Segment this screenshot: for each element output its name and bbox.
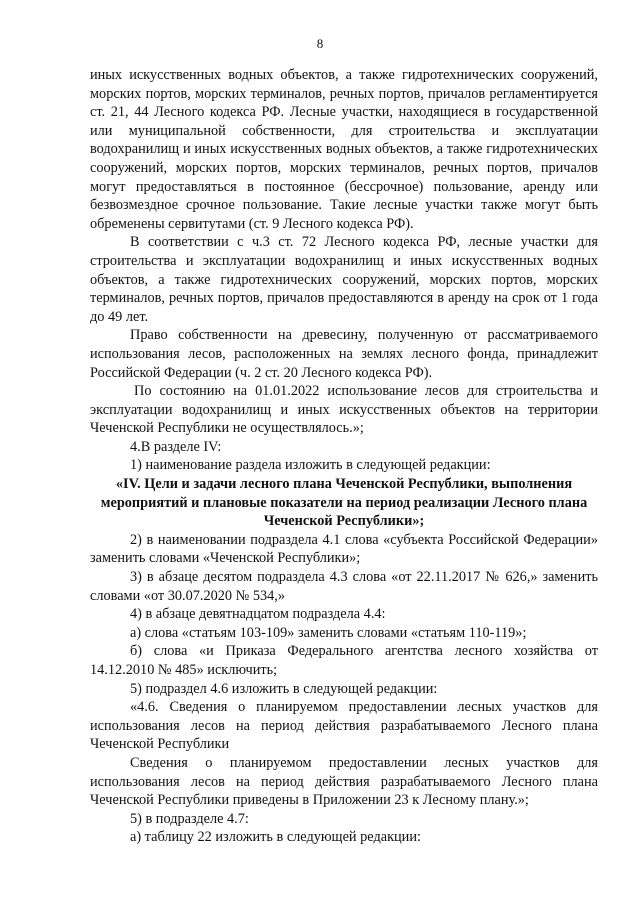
paragraph-timber-ownership: Право собственности на древесину, полученную от рассматриваемого использования лесов, расположенных на землях лесного фонда, принадлежит Российской Федерации (ч. 2 ст. 20 Лесного кодекса РФ). — [90, 327, 598, 381]
page-number: 8 — [316, 36, 324, 51]
paragraph-subsection-4-6-body: Сведения о планируемом предоставлении лесных участков для использования лесов на период действия разрабатываемого Лесного плана Чеченской Республики приведены в Приложении 23 к Лесному плану.»; — [90, 754, 598, 809]
paragraph-item-4b: б) слова «и Приказа Федерального агентства лесного хозяйства от 14.12.2010 № 485» исключить; — [90, 643, 598, 678]
paragraph-item-4: 4) в абзаце девятнадцатом подраздела 4.4: — [130, 606, 386, 623]
paragraph-status-2022: По состоянию на 01.01.2022 использование лесов для строительства и эксплуатации водохранилищ и иных искусственных объектов на территории Чеченской Республики не осуществлялось.»; — [90, 383, 598, 437]
paragraph-item-4a: а) слова «статьям 103-109» заменить словами «статьям 110-119»; — [130, 624, 527, 641]
paragraph-item-5a: а) таблицу 22 изложить в следующей редакции: — [130, 829, 421, 846]
paragraph-item-2: 2) в наименовании подраздела 4.1 слова «субъекта Российской Федерации» заменить словами «Чеченской Республики»; — [90, 531, 598, 567]
paragraph-item-1: 1) наименование раздела изложить в следующей редакции: — [130, 457, 491, 474]
paragraph-item-5: 5) подраздел 4.6 изложить в следующей редакции: — [130, 680, 438, 697]
section-iv-heading: «IV. Цели и задачи лесного плана Чеченской Республики, выполнения мероприятий и плановые показатели на период реализации Лесного плана Чеченской Республики»; — [100, 476, 588, 530]
paragraph-item-3: 3) в абзаце десятом подраздела 4.3 слова «от 22.11.2017 № 626,» заменить словами «от 30.07.2020 № 534,» — [90, 569, 598, 604]
document-body — [90, 66, 598, 847]
paragraph-item-5-4-7: 5) в подразделе 4.7: — [130, 810, 249, 827]
paragraph-section-iv: 4.В разделе IV: — [130, 438, 222, 455]
paragraph-lease-term: В соответствии с ч.3 ст. 72 Лесного кодекса РФ, лесные участки для строительства и эксплуатации водохранилищ и иных искусственных водных объектов, а также гидротехнических сооружений, морских портов, морских терминалов, речных портов, причалов предоставляются в аренду на срок от 1 года до 49 лет. — [90, 234, 598, 325]
paragraph-subsection-4-6-title: «4.6. Сведения о планируемом предоставлении лесных участков для использования лесов на период действия разрабатываемого Лесного плана Чеченской Республики — [90, 699, 598, 753]
paragraph-water-objects: иных искусственных водных объектов, а также гидротехнических сооружений, морских портов, морских терминалов, речных портов, причалов регламентируется ст. 21, 44 Лесного кодекса РФ. Лесные участки, находящиеся в государственной или муниципальной собственности, для строительства и эксплуатации водохранилищ и иных искусственных водных объектов, а также гидротехнических сооружений, морских портов, морских терминалов, речных портов, причалов могут предоставляться в постоянное (бессрочное) пользование, аренду или безвозмездное срочное пользование. Такие лесные участки также могут быть обременены сервитутами (ст. 9 Лесного кодекса РФ). — [90, 67, 598, 232]
